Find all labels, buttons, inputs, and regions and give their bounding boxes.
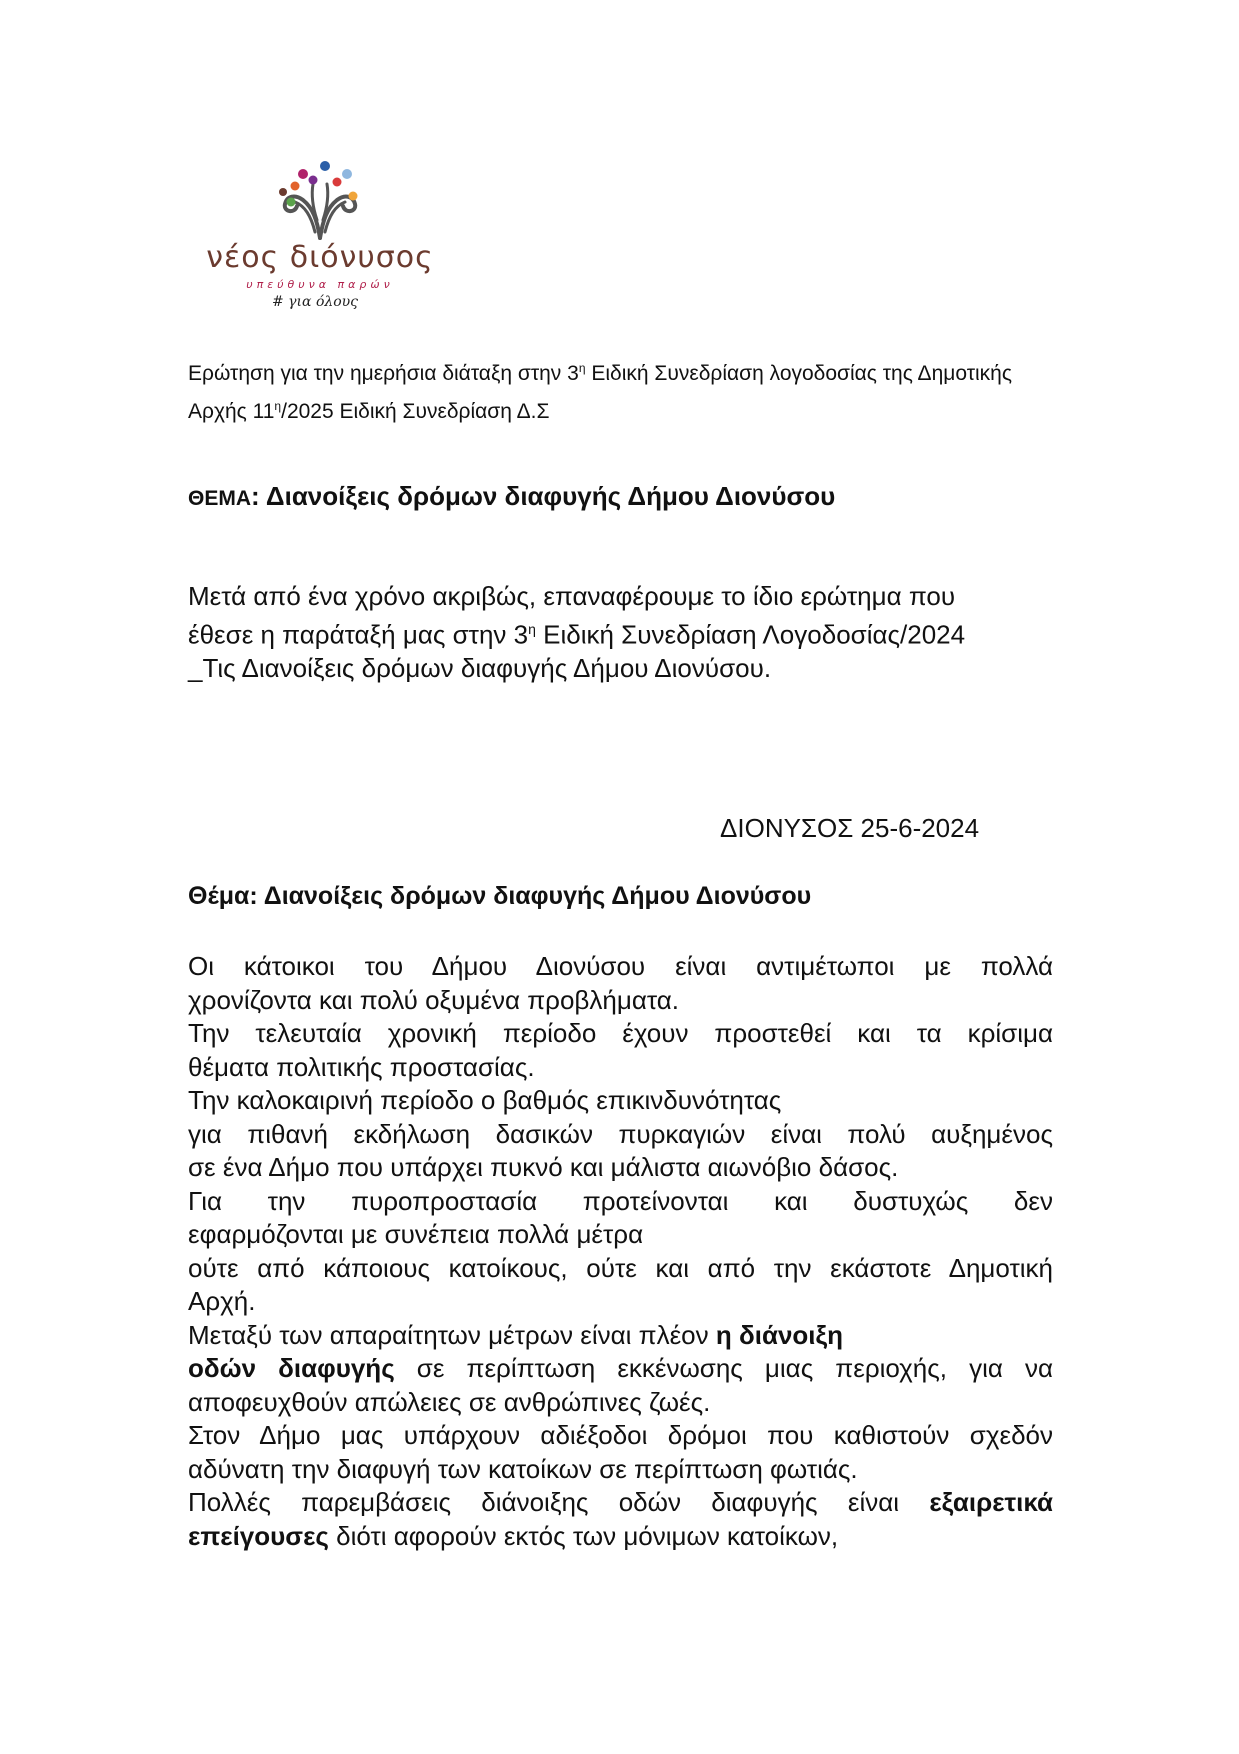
emphasis: οδών διαφυγής (188, 1353, 395, 1383)
intro-question: Ερώτηση για την ημερήσια διάταξη στην $3^\eta$ Ειδική Συνεδρίαση λογοδοσίας της Δημοτικής Αρχής $11^\eta/2025$ Ειδική Συνεδρίαση Δ.Σ (188, 361, 1012, 423)
emphasis: εξαιρετικά (929, 1487, 1053, 1517)
logo-tagline: υπεύθυνα παρών (246, 278, 394, 291)
logo-hashtag: # για όλους (272, 294, 359, 310)
body-line: Για την πυροπροστασία προτείνονται και δυστυχώς δεν (188, 1185, 1053, 1216)
body-line: αδύνατη την διαφυγή των κατοίκων σε περίπτωση φωτιάς. (188, 1453, 858, 1484)
body-line: Οι κάτοικοι του Δήμου Διονύσου είναι αντιμέτωποι με πολλά (188, 951, 1053, 981)
intro-paragraph: Μετά από ένα χρόνο ακριβώς, επαναφέρουμε το ίδιο ερώτημα που έθεσε η παράταξή μας στην $3^\eta$ Ειδική Συνεδρίαση Λογοδοσίας/2024 _Τις Διανοίξεις δρόμων διαφυγής Δήμου Διονύσου. (188, 581, 966, 683)
tree-icon (255, 160, 385, 240)
body-line: Μεταξύ των απαραίτητων μέτρων είναι πλέον η διάνοιξη (188, 1319, 843, 1350)
body-line: επείγουσες διότι αφορούν εκτός των μόνιμων κατοίκων, (188, 1520, 839, 1551)
body-line: Αρχή. (188, 1286, 256, 1316)
body-line: Στον Δήμο μας υπάρχουν αδιέξοδοι δρόμοι που καθιστούν σχεδόν (188, 1420, 1053, 1450)
body-line: Πολλές παρεμβάσεις διάνοιξης οδών διαφυγής είναι εξαιρετικά (188, 1487, 1053, 1517)
body-line: χρονίζοντα και πολύ οξυμένα προβλήματα. (188, 984, 680, 1015)
body-line: Την καλοκαιρινή περίοδο ο βαθμός επικινδυνότητας (188, 1085, 782, 1115)
subject-label: ΘΕΜΑ (188, 487, 251, 510)
emphasis: η διάνοιξη (715, 1319, 843, 1350)
body-line: ούτε από κάποιους κατοίκους, ούτε και από την εκάστοτε Δημοτική (188, 1252, 1053, 1283)
subject-heading (188, 481, 1053, 512)
emphasis: επείγουσες (188, 1520, 329, 1551)
body-text (188, 950, 1053, 1553)
logo-name: νέος διόνυσος (206, 240, 434, 275)
subject-text: : Διανοίξεις δρόμων διαφυγής Δήμου Διονύσου (251, 481, 836, 511)
body-line: εφαρμόζονται με συνέπεια πολλά μέτρα (188, 1219, 644, 1249)
body-line: θέματα πολιτικής προστασίας. (188, 1051, 535, 1082)
body-line: αποφευχθούν απώλειες σε ανθρώπινες ζωές. (188, 1386, 711, 1417)
place-date: ΔΙΟΝΥΣΟΣ 25-6-2024 (720, 813, 980, 843)
body-line: για πιθανή εκδήλωση δασικών πυρκαγιών είναι πολύ αυξημένος (188, 1118, 1053, 1149)
body-line: οδών διαφυγής σε περίπτωση εκκένωσης μιας περιοχής, για να (188, 1353, 1053, 1383)
body-line: Την τελευταία χρονική περίοδο έχουν προστεθεί και τα κρίσιμα (188, 1018, 1053, 1048)
body-line: σε ένα Δήμο που υπάρχει πυκνό και μάλιστα αιωνόβιο δάσος. (188, 1152, 899, 1182)
subject-heading-2: Θέμα: Διανοίξεις δρόμων διαφυγής Δήμου Διονύσου (188, 882, 812, 910)
logo (200, 160, 440, 320)
